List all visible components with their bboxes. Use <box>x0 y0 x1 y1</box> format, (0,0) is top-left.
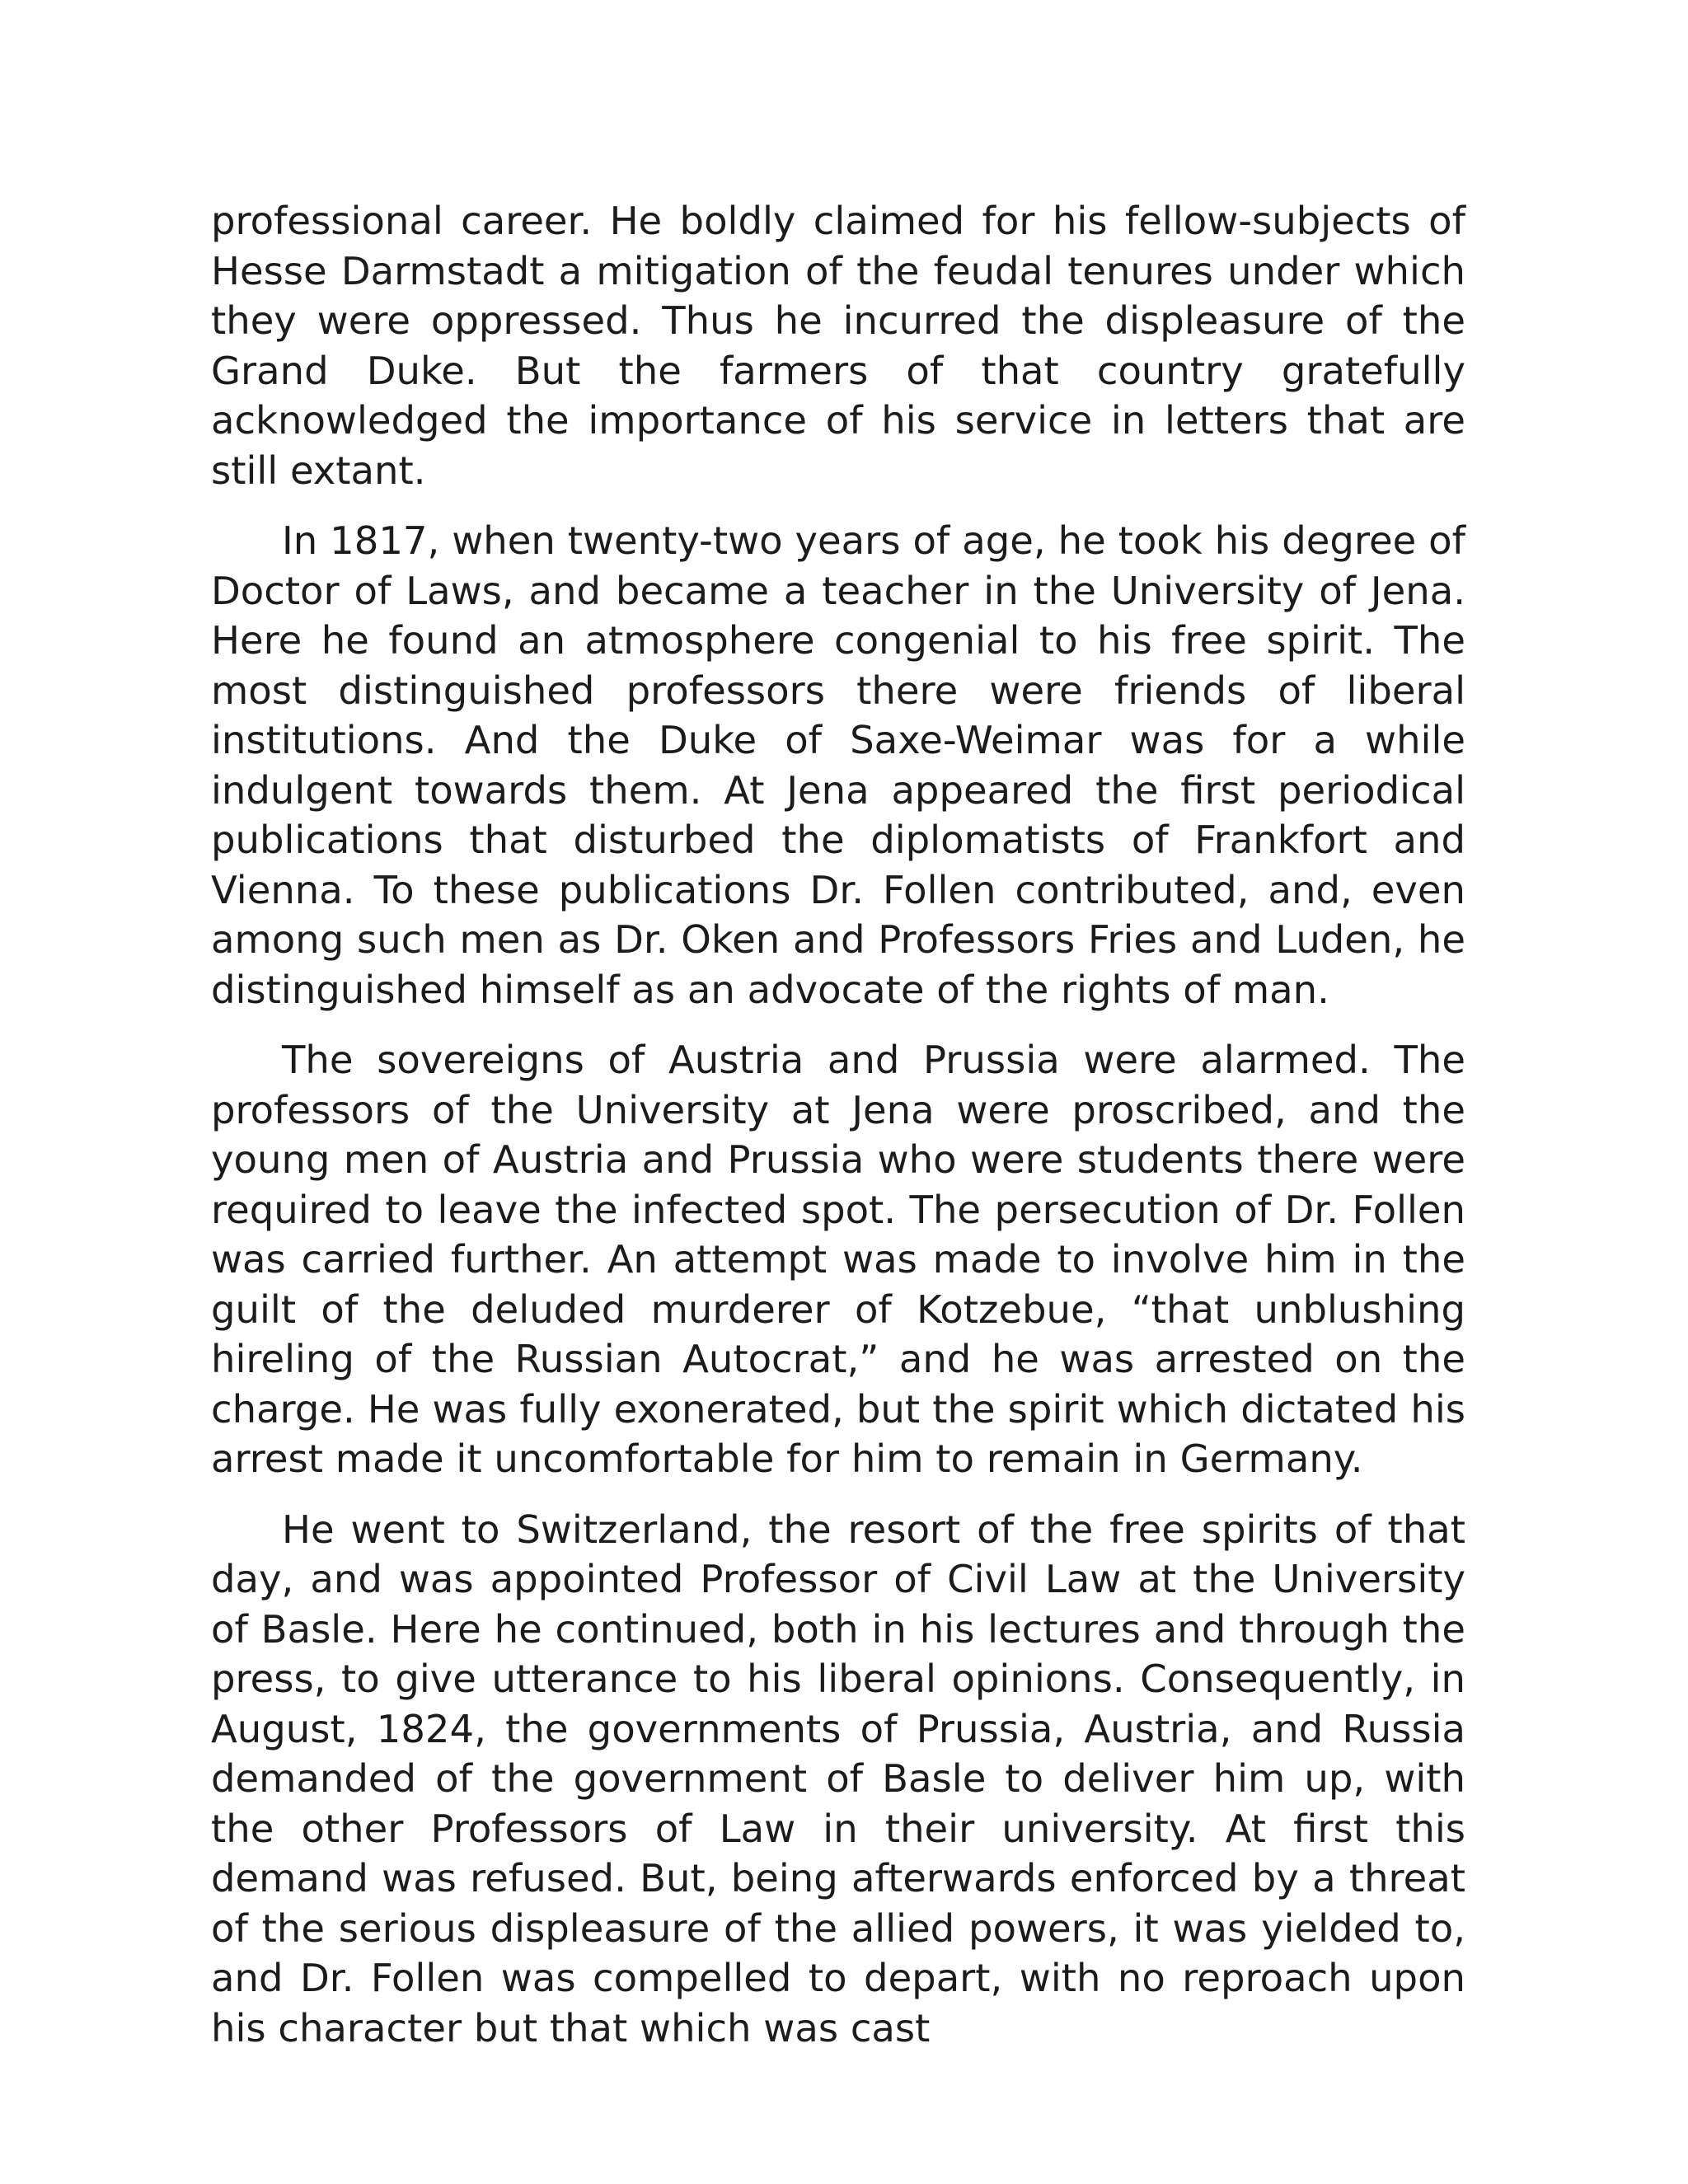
paragraph-persecution: The sovereigns of Austria and Prussia were alarmed. The professors of the University at Jena were proscribed, and the young men of Austria and Prussia who were students there were required to leave the infected spot. The persecution of Dr. Follen was carried further. An attempt was made to involve him in the guilt of the deluded murderer of Kotzebue, “that unblushing hireling of the Russian Autocrat,” and he was arrested on the charge. He was fully exonerated, but the spirit which dictated his arrest made it uncomfortable for him to remain in Germany. <box>211 1038 1465 1481</box>
paragraph-switzerland: He went to Switzerland, the resort of the free spirits of that day, and was appointed Professor of Civil Law at the University of Basle. Here he continued, both in his lectures and through the press, to give utterance to his liberal opinions. Consequently, in August, 1824, the governments of Prussia, Austria, and Russia demanded of the government of Basle to deliver him up, with the other Professors of Law in their university. At first this demand was refused. But, being afterwards enforced by a threat of the serious displeasure of the allied powers, it was yielded to, and Dr. Follen was compelled to depart, with no reproach upon his character but that which was cast <box>211 1507 1465 2050</box>
body-text <box>211 196 1465 2074</box>
paragraph-continued: professional career. He boldly claimed for his fellow-subjects of Hesse Darmstadt a mitigation of the feudal tenures under which they were oppressed. Thus he incurred the displeasure of the Grand Duke. But the farmers of that country gratefully acknowledged the importance of his service in letters that are still extant. <box>211 199 1465 493</box>
paragraph-jena-degree: In 1817, when twenty-two years of age, he took his degree of Doctor of Laws, and became a teacher in the University of Jena. Here he found an atmosphere congenial to his free spirit. The most distinguished professors there were friends of liberal institutions. And the Duke of Saxe-Weimar was for a while indulgent towards them. At Jena appeared the first periodical publications that disturbed the diplomatists of Frankfort and Vienna. To these publications Dr. Follen contributed, and, even among such men as Dr. Oken and Professors Fries and Luden, he distinguished himself as an advocate of the rights of man. <box>211 518 1465 1012</box>
